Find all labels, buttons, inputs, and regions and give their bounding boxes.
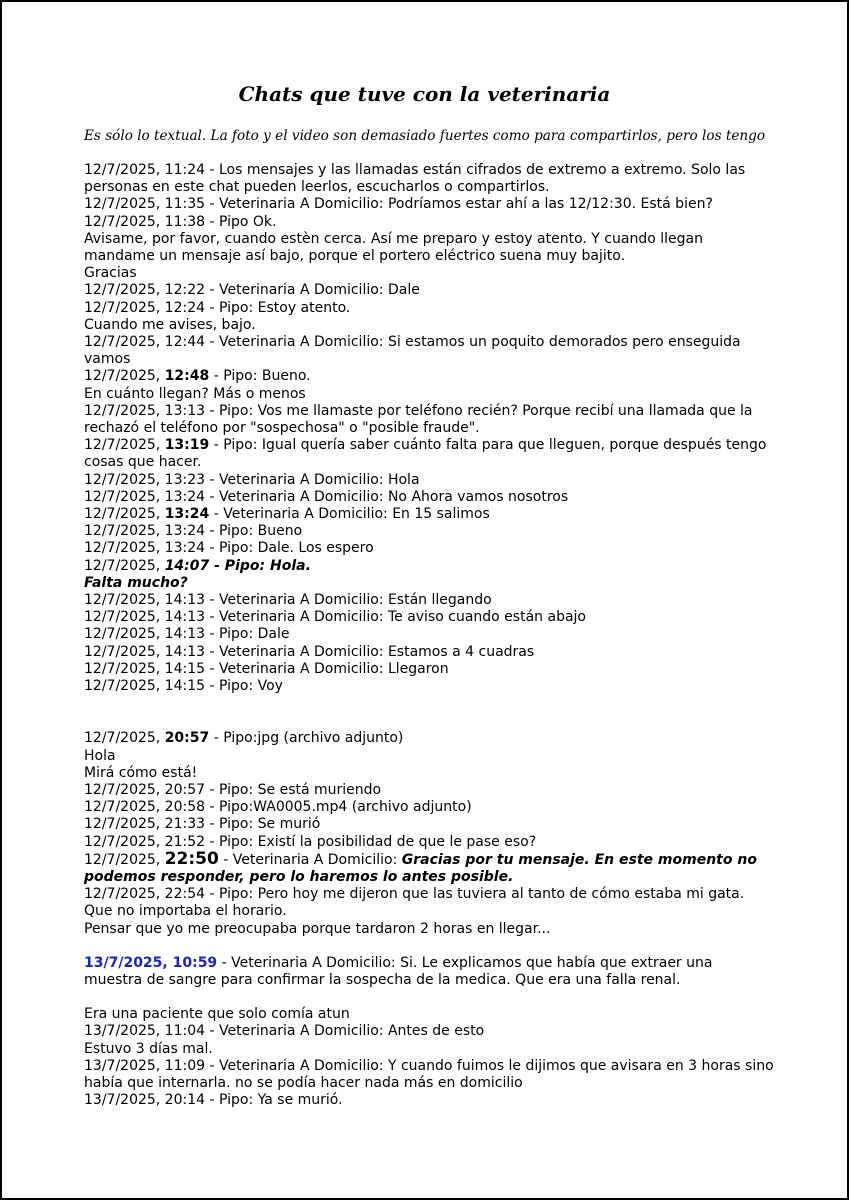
chat-line: Hola <box>84 747 116 764</box>
chat-time-bold: 20:57 <box>164 730 210 747</box>
chat-line: 12/7/2025, 14:15 - Pipo: Voy <box>84 678 283 695</box>
chat-auto-reply: Gracias por tu mensaje. En este momento no podemos responder, pero lo haremos lo antes posible. <box>84 851 757 885</box>
document-subtitle: Es sólo lo textual. La foto y el video son demasiado fuertes como para compartirlos, pero los tengo <box>83 128 766 144</box>
chat-line: Gracias <box>84 265 137 282</box>
chat-line: 12/7/2025, 13:13 - Pipo: Vos me llamaste por teléfono recién? Porque recibí una llamada que la rechazó el teléfono por "sospechosa" o "posible fraude". <box>84 402 753 437</box>
spacer <box>84 695 774 730</box>
chat-line <box>84 368 774 385</box>
chat-line: 13/7/2025, 11:09 - Veterinaria A Domicilio: Y cuando fuimos le dijimos que avisara en 3 horas sino había que internarla. no se podía hacer nada más en domicilio <box>84 1057 774 1091</box>
chat-line: 12/7/2025, 14:15 - Veterinaria A Domicilio: Llegaron <box>84 660 449 677</box>
chat-time-bold: 13:19 <box>164 437 210 454</box>
chat-line <box>84 848 774 886</box>
chat-line: 12/7/2025, 14:13 - Veterinaria A Domicilio: Estamos a 4 cuadras <box>84 643 535 660</box>
chat-line: 12/7/2025, 22:54 - Pipo: Pero hoy me dijeron que las tuviera al tanto de cómo estaba mi gata. Que no importaba el horario. <box>84 886 745 920</box>
chat-time-bold: 12:48 <box>164 368 210 385</box>
chat-line: Era una paciente que solo comía atun <box>84 1006 350 1023</box>
chat-line: 12/7/2025, 21:33 - Pipo: Se murió <box>84 816 321 833</box>
chat-line: 12/7/2025, 13:24 - Veterinaria A Domicilio: No Ahora vamos nosotros <box>84 488 569 505</box>
chat-line: 12/7/2025, 14:13 - Pipo: Dale <box>84 626 290 643</box>
chat-line: Falta mucho? <box>84 574 188 591</box>
chat-text: - Pipo: Igual quería saber cuánto falta para que lleguen, porque después tengo cosas que hacer. <box>84 437 767 471</box>
chat-line <box>84 558 774 575</box>
chat-text: - Pipo: Bueno. <box>209 368 311 385</box>
chat-line: 12/7/2025, 13:23 - Veterinaria A Domicilio: Hola <box>84 471 420 488</box>
chat-text-bold-italic: 14:07 - Pipo: Hola. <box>164 557 311 574</box>
chat-date: 12/7/2025, <box>84 730 165 747</box>
chat-line: Estuvo 3 días mal. <box>84 1040 213 1057</box>
chat-text: - Veterinaria A Domicilio: Si. Le explicamos que había que extraer una muestra de sangre para confirmar la sospecha de la medica. Que era una falla renal. <box>84 954 713 988</box>
chat-line <box>84 730 774 747</box>
spacer <box>84 938 774 955</box>
chat-line <box>84 506 774 523</box>
chat-line: 13/7/2025, 11:04 - Veterinaria A Domicilio: Antes de esto <box>84 1023 485 1040</box>
chat-text: - Veterinaria A Domicilio: En 15 salimos <box>209 506 490 523</box>
chat-date: 12/7/2025, <box>84 851 165 868</box>
chat-date: 12/7/2025, <box>84 557 165 574</box>
chat-line: 12/7/2025, 13:24 - Pipo: Bueno <box>84 523 303 540</box>
chat-line <box>84 437 774 471</box>
chat-line: Avisame, por favor, cuando estèn cerca. Así me preparo y estoy atento. Y cuando llegan mandame un mensaje así bajo, porque el portero eléctrico suena muy bajito. <box>84 230 703 265</box>
chat-time-large: 22:50 <box>164 848 219 869</box>
chat-date: 12/7/2025, <box>84 368 165 385</box>
chat-transcript <box>84 162 774 1109</box>
chat-line: Cuando me avises, bajo. <box>84 316 256 333</box>
spacer <box>84 989 774 1006</box>
chat-line: 12/7/2025, 21:52 - Pipo: Existí la posibilidad de que le pase eso? <box>84 833 537 850</box>
chat-line: 12/7/2025, 12:22 - Veterinaria A Domicilio: Dale <box>84 282 420 299</box>
chat-text: - Pipo:jpg (archivo adjunto) <box>209 730 404 747</box>
chat-line: 12/7/2025, 11:35 - Veterinaria A Domicilio: Podríamos estar ahí a las 12/12:30. Está bien? <box>84 196 713 213</box>
chat-line: 13/7/2025, 20:14 - Pipo: Ya se murió. <box>84 1092 343 1109</box>
chat-date: 12/7/2025, <box>84 506 165 523</box>
chat-line: 12/7/2025, 12:24 - Pipo: Estoy atento. <box>84 299 351 316</box>
chat-line: 12/7/2025, 11:24 - Los mensajes y las llamadas están cifrados de extremo a extremo. Solo las personas en este chat pueden leerlos, escucharlos o compartirlos. <box>84 162 746 196</box>
chat-time-bold: 13:24 <box>164 506 210 523</box>
chat-line: Mirá cómo está! <box>84 764 198 781</box>
chat-line: En cuánto llegan? Más o menos <box>84 385 306 402</box>
chat-line: 12/7/2025, 20:57 - Pipo: Se está muriendo <box>84 781 382 798</box>
chat-line: 12/7/2025, 13:24 - Pipo: Dale. Los espero <box>84 540 374 557</box>
chat-line: 12/7/2025, 14:13 - Veterinaria A Domicilio: Están llegando <box>84 592 492 609</box>
chat-line: 12/7/2025, 20:58 - Pipo:WA0005.mp4 (archivo adjunto) <box>84 799 472 816</box>
chat-date-highlight: 13/7/2025, 10:59 <box>84 954 218 971</box>
chat-line: Pensar que yo me preocupaba porque tardaron 2 horas en llegar... <box>84 920 551 937</box>
chat-line: 12/7/2025, 11:38 - Pipo Ok. <box>84 213 277 230</box>
chat-line <box>84 955 774 989</box>
chat-text: - Veterinaria A Domicilio: <box>218 851 402 868</box>
chat-line: 12/7/2025, 14:13 - Veterinaria A Domicilio: Te aviso cuando están abajo <box>84 609 586 626</box>
chat-date: 12/7/2025, <box>84 437 165 454</box>
chat-line: 12/7/2025, 12:44 - Veterinaria A Domicilio: Si estamos un poquito demorados pero enseguida vamos <box>84 334 741 368</box>
document-title: Chats que tuve con la veterinaria <box>238 82 611 106</box>
